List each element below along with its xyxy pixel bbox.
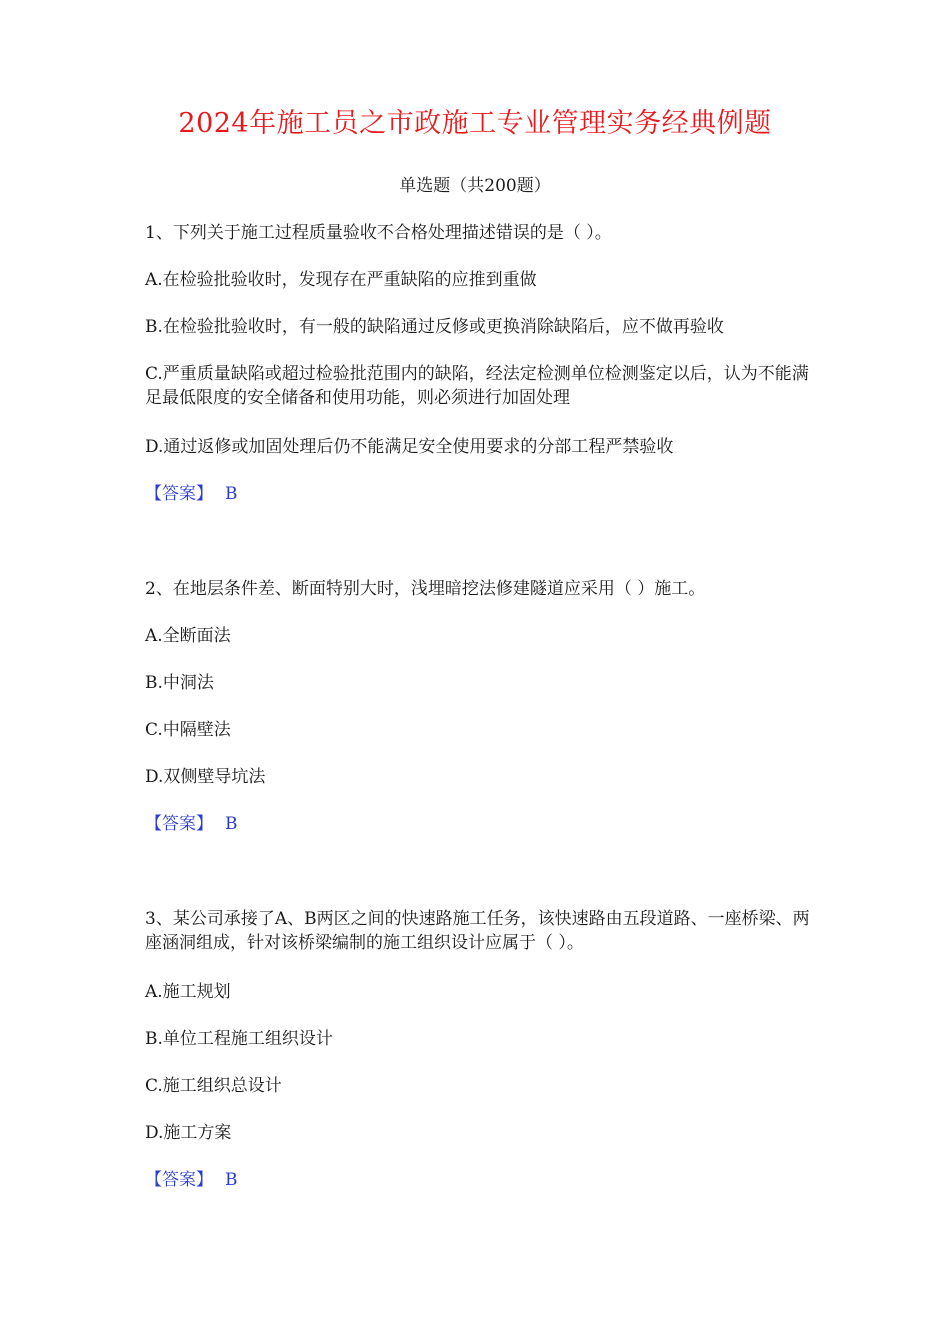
- question-3-option-d: D.施工方案: [145, 1123, 232, 1143]
- answer-label: 【答案】: [145, 814, 213, 834]
- section-heading: 单选题（共200题）: [399, 176, 551, 196]
- question-1-option-b: B.在检验批验收时，有一般的缺陷通过反修或更换消除缺陷后，应不做再验收: [145, 317, 724, 337]
- question-1-option-a: A.在检验批验收时，发现存在严重缺陷的应推到重做: [145, 270, 537, 290]
- question-2-option-a: A.全断面法: [145, 626, 231, 646]
- answer-value: B: [225, 484, 238, 504]
- question-2-option-c: C.中隔壁法: [145, 720, 231, 740]
- answer-label: 【答案】: [145, 484, 213, 504]
- answer-label: 【答案】: [145, 1170, 213, 1190]
- question-3-option-a: A.施工规划: [145, 982, 231, 1002]
- question-2-option-b: B.中洞法: [145, 673, 214, 693]
- question-3-stem: 3、某公司承接了A、B两区之间的快速路施工任务，该快速路由五段道路、一座桥梁、两座涵洞组成，针对该桥梁编制的施工组织设计应属于（ ）。: [145, 909, 810, 953]
- document-title: 2024年施工员之市政施工专业管理实务经典例题: [178, 108, 772, 139]
- question-2-option-d: D.双侧壁导坑法: [145, 767, 266, 787]
- question-3-option-c: C.施工组织总设计: [145, 1076, 282, 1096]
- answer-value: B: [225, 814, 238, 834]
- question-1-option-c: C.严重质量缺陷或超过检验批范围内的缺陷，经法定检测单位检测鉴定以后，认为不能满足最低限度的安全储备和使用功能，则必须进行加固处理: [145, 364, 809, 408]
- question-3-answer: [145, 1168, 238, 1192]
- question-3-option-b: B.单位工程施工组织设计: [145, 1029, 333, 1049]
- question-2-answer: [145, 812, 238, 836]
- question-2-stem: 2、在地层条件差、断面特别大时，浅埋暗挖法修建隧道应采用（ ）施工。: [145, 579, 706, 599]
- question-1-answer: [145, 482, 238, 506]
- answer-value: B: [225, 1170, 238, 1190]
- question-1-stem: 1、下列关于施工过程质量验收不合格处理描述错误的是（ ）。: [145, 223, 612, 243]
- question-1-option-d: D.通过返修或加固处理后仍不能满足安全使用要求的分部工程严禁验收: [145, 437, 674, 457]
